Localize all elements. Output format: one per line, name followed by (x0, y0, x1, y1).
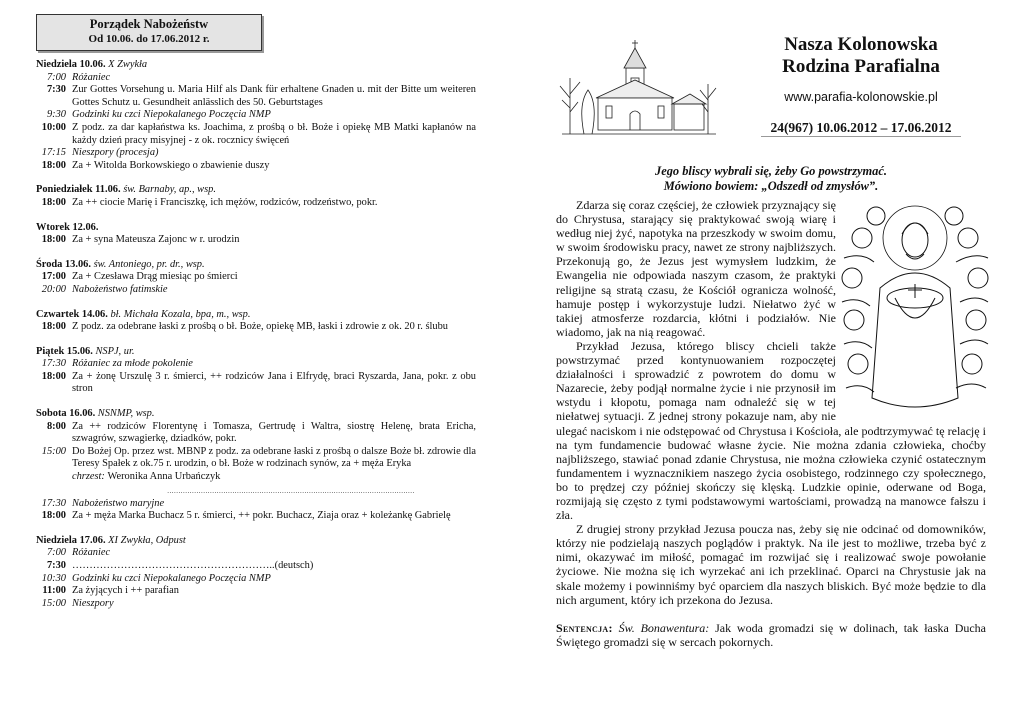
mass-entry (36, 234, 476, 247)
mass-intention: Zur Gottes Vorsehung u. Maria Hilf als Dank für erhaltene Gnaden u. mit der Bitte um weiteren Gottes Schutz u. Gesundheit anlässlich des 50. Geburtstages (72, 84, 476, 108)
mass-entry (36, 598, 476, 611)
mass-time: 11:00 (42, 585, 66, 597)
mass-time: 17:15 (41, 147, 66, 159)
day-name: Wtorek 12.06. (36, 221, 99, 233)
schedule-day (36, 184, 476, 209)
day-feast: XI Zwykła, Odpust (108, 534, 186, 546)
bulletin-title-line1: Nasza Kolonowska (784, 34, 938, 55)
mass-time: 15:00 (41, 597, 66, 609)
mass-entry (36, 547, 476, 560)
day-feast: NSPJ, ur. (95, 345, 135, 357)
dotted-separator: .............................................................................................................. (167, 486, 415, 495)
mass-intention: Nabożeństwo maryjne (72, 497, 165, 509)
day-feast: bł. Michała Kozala, bpa, m., wsp. (110, 308, 251, 320)
mass-time: 18:00 (41, 234, 66, 246)
day-name: Piątek 15.06. (36, 345, 93, 357)
day-heading (36, 408, 476, 421)
day-heading (36, 184, 476, 197)
mass-entry (36, 284, 476, 297)
parish-website[interactable]: www.parafia-kolonowskie.pl (784, 90, 938, 104)
mass-entry (36, 358, 476, 371)
day-heading (36, 346, 476, 359)
mass-time: 7:00 (46, 547, 66, 559)
day-feast: św. Barnaby, ap., wsp. (123, 184, 216, 196)
reflection-article (556, 198, 986, 649)
mass-time: 7:00 (46, 71, 66, 83)
mass-entry (36, 122, 476, 147)
bulletin-title-line2: Rodzina Parafialna (782, 56, 940, 77)
mass-schedule (36, 14, 476, 622)
mass-entry (36, 109, 476, 122)
mass-intention: Nabożeństwo fatimskie (72, 283, 168, 295)
mass-intention: Godzinki ku czci Niepokalanego Poczęcia NMP (72, 109, 271, 121)
day-feast: X Zwykła (108, 59, 148, 70)
mass-intention: Za żyjących i ++ parafian (72, 585, 179, 597)
gospel-motto (556, 164, 986, 194)
mass-intention: Z podz. za dar kapłaństwa ks. Joachima, z prośbą o bł. Boże i opiekę MB Matki kapłanów na każdy dzień pracy misyjnej - z ok. rocznicy święceń (72, 121, 476, 146)
mass-entry (36, 498, 476, 511)
mass-entry (36, 321, 476, 334)
mass-time: 18:00 (41, 159, 66, 171)
day-heading (36, 59, 476, 72)
mass-intention: Nieszpory (72, 597, 114, 609)
sentencja-label: Sentencja: (556, 620, 613, 635)
mass-intention: Za ++ ciocie Marię i Franciszkę, ich mężów, rodziców, rodzeństwo, pokr. (72, 196, 378, 208)
issue-number: 24(967) 10.06.2012 – 17.06.2012 (770, 120, 952, 135)
mass-intention: Za + Czesława Drąg miesiąc po śmierci (72, 271, 238, 283)
baptism-note: chrzest: Weronika Anna Urbańczyk (72, 471, 221, 483)
day-heading (36, 259, 476, 272)
mass-time: 18:00 (41, 321, 66, 333)
mass-entry (36, 147, 476, 160)
day-name: Niedziela 10.06. (36, 59, 106, 70)
mass-entry (36, 160, 476, 173)
schedule-header (36, 14, 262, 51)
schedule-day (36, 408, 476, 523)
day-name: Poniedziałek 11.06. (36, 184, 121, 196)
mass-entry (36, 421, 476, 446)
mass-time: 10:30 (41, 572, 66, 584)
mass-time: 17:30 (41, 358, 66, 370)
schedule-day (36, 259, 476, 297)
mass-time: 18:00 (41, 510, 66, 522)
mass-entry (36, 72, 476, 85)
mass-time: 18:00 (41, 196, 66, 208)
schedule-dates: Od 10.06. do 17.06.2012 r. (88, 33, 210, 45)
day-heading (36, 535, 476, 548)
mass-intention: Za + żonę Urszulę 3 r. śmierci, ++ rodziców Jana i Elfrydę, braci Ryszarda, Jana, pokr. z obu stron (72, 370, 476, 395)
mass-entry (36, 573, 476, 586)
mass-entry (36, 371, 476, 396)
motto-line-2: Mówiono bowiem: „Odszedł od zmysłów”. (663, 179, 879, 193)
mass-entry (36, 84, 476, 109)
schedule-day (36, 535, 476, 611)
mass-intention: Z podz. za odebrane łaski z prośbą o bł. Boże, opiekę MB, łaski i zdrowie z ok. 20 r. ślubu (72, 321, 448, 333)
sentencja-author: Św. Bonawentura: (618, 620, 710, 635)
mass-intention: Za ++ rodziców Florentynę i Tomasza, Gertrudę i Waltra, siostrę Helenę, brata Ericha, szwagrów, szwagierkę, dziadków, pokr. (72, 420, 476, 445)
schedule-day (36, 346, 476, 396)
mass-time: 17:30 (41, 497, 66, 509)
mass-entry (36, 560, 476, 573)
schedule-day (36, 309, 476, 334)
paragraph-2: Przykład Jezusa, którego bliscy chcieli także powstrzymać przed kontynuowaniem rozpoczętej działalności i sprowadzić z powrotem do domu w Nazarecie, żeby podjął normalne życie i nie przynosił im wstydu i kłopotu, pomaga nam odnaleźć się w tej niełatwej sytuacji. Z jednej strony pokazuje nam, aby nie ulegać naciskom i nie odstępować od Chrystusa i Kościoła, ale podtrzymywać tę relację i na tym fundamencie budować własne życie. Nie można zdania człowieka, choćby najbliższego, stawiać ponad zdanie Chrystusa, nie można człowieka czynić ostatecznym fundamentem i wyznacznikiem naszego życia osobistego, rodzinnego czy społecznego, bo to prędzej czy później skończy się klęską. Ludzkie opinie, oderwane od Boga, rozmijają się często z tymi podstawowymi wartościami, prowadzą na manowce fałszu i zła. (556, 338, 986, 523)
mass-intention: Różaniec (72, 547, 111, 559)
jesus-with-disciples-drawing (840, 198, 990, 420)
sentencja-text: Jak woda gromadzi się w dolinach, tak łaska Ducha Świętego gromadzi się w sercach pokornych. (556, 620, 987, 649)
mass-time: 18:00 (41, 370, 66, 382)
paragraph-3: Z drugiej strony przykład Jezusa poucza nas, żeby się nie odcinać od domowników, którzy nie podzielają naszych poglądów i praktyk. Na ile jest to możliwe, trzeba być z nimi, okazywać im miłość, pomagać im rozwijać się i realizować swoje powołanie życiowe. Nie można się ich wyrzekać ani ich przeklinać. Oparci na Chrystusie jak na skale możemy i powinniśmy być oparciem dla naszych bliskich. Być może będzie to dla nich argument, który ich przekona do Jezusa. (556, 522, 986, 607)
mass-intention: Różaniec (72, 71, 111, 83)
day-feast: św. Antoniego, pr. dr., wsp. (93, 258, 205, 270)
schedule-days (36, 59, 476, 610)
bulletin-masthead (736, 34, 986, 136)
mass-time: 15:00 (41, 445, 66, 457)
mass-intention: Do Bożej Op. przez wst. MBNP z podz. za odebrane łaski z prośbą o dalsze Boże bł. zdrowie dla Teresy Spałek z ok.75 r. urodzin, o bł. Boże w rodzinach synów, za + męża Eryka chrzest: Weronika Anna Urbańczyk (72, 445, 476, 483)
day-heading (36, 222, 476, 235)
church-drawing (556, 38, 720, 150)
mass-intention: Godzinki ku czci Niepokalanego Poczęcia NMP (72, 572, 271, 584)
day-name: Środa 13.06. (36, 258, 91, 270)
schedule-day (36, 59, 476, 172)
mass-time: 17:00 (41, 271, 66, 283)
day-name: Sobota 16.06. (36, 408, 96, 420)
mass-time: 20:00 (41, 283, 66, 295)
divider (761, 136, 961, 137)
mass-time: 8:00 (46, 420, 66, 432)
mass-time: 7:30 (46, 84, 66, 96)
mass-time: 10:00 (41, 121, 66, 133)
day-feast: NSNMP, wsp. (97, 408, 155, 420)
day-heading (36, 309, 476, 322)
paragraph-1: Zdarza się coraz częściej, że człowiek przyznający się do Chrystusa, starający się praktykować swoją wiarę i według niej żyć, napotyka na przeszkody w swoim domu, w swoim środowisku pracy, nawet ze strony najbliższych. Przekonują go, że Jezus jest wymysłem ludzkim, że Ewangelia nie odpowiada naszym czasom, że praktyki religijne są stratą czasu, że Kościół ogranicza wolność, hamuje postęp i wykorzystuje ludzi. Niełatwo żyć w takiej atmosferze rozdarcia, kłótni i podziałów. Nie wiadomo, jak na nią reagować. (556, 198, 836, 339)
mass-intention: Za + syna Mateusza Zajonc w r. urodzin (72, 234, 240, 246)
mass-entry (36, 271, 476, 284)
motto-line-1: Jego bliscy wybrali się, żeby Go powstrzymać. (655, 164, 887, 178)
mass-entry (36, 510, 476, 523)
mass-intention: Za + męża Marka Buchacz 5 r. śmierci, ++ pokr. Buchacz, Ziaja oraz + koleżankę Gabrielę (72, 510, 451, 522)
mass-time: 9:30 (46, 109, 66, 121)
mass-time: 7:30 (46, 560, 66, 571)
schedule-title: Porządek Nabożeństw (89, 17, 209, 31)
schedule-day (36, 222, 476, 247)
mass-entry (36, 446, 476, 484)
mass-intention: Różaniec za młode pokolenie (72, 358, 193, 370)
mass-intention: …………………………………………………..(deutsch) (72, 560, 314, 571)
sentencja (556, 621, 986, 649)
mass-entry (36, 585, 476, 598)
day-name: Niedziela 17.06. (36, 534, 106, 546)
mass-entry (36, 197, 476, 210)
mass-intention: Za + Witolda Borkowskiego o zbawienie duszy (72, 159, 270, 171)
mass-intention: Nieszpory (procesja) (72, 147, 159, 159)
day-name: Czwartek 14.06. (36, 308, 108, 320)
